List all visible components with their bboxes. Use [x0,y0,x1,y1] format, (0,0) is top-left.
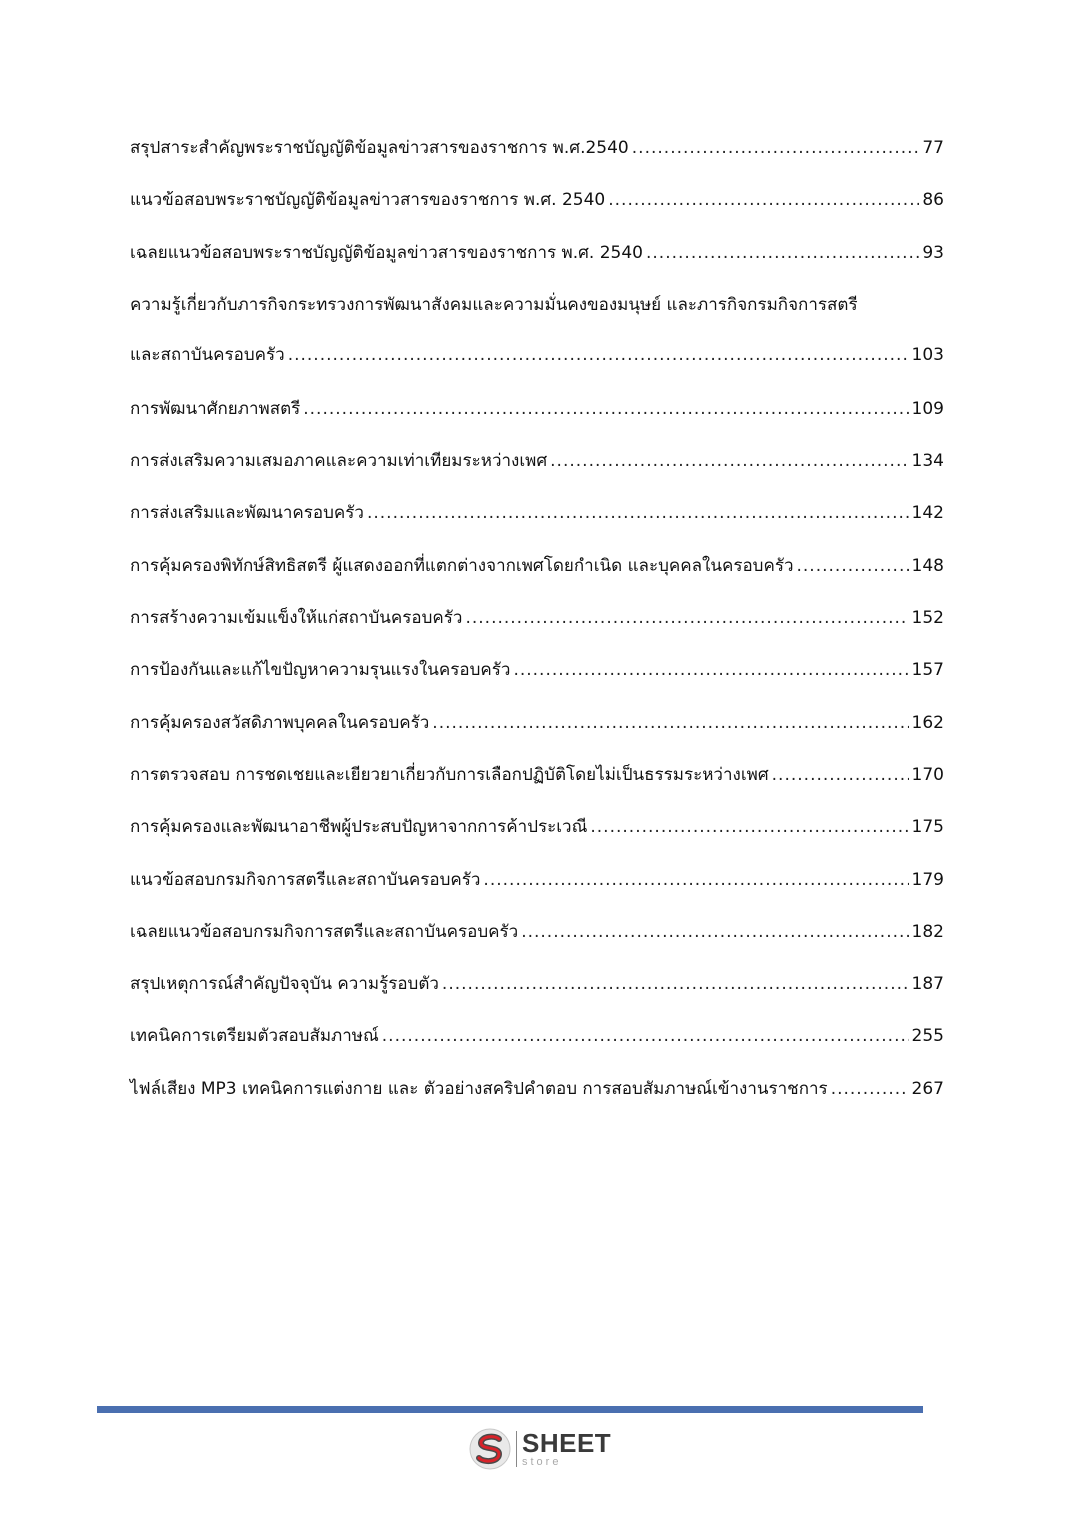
toc-entry[interactable] [130,185,944,237]
toc-entry[interactable] [130,708,944,760]
toc-dot-leader [303,394,908,424]
logo-subword: store [522,1456,562,1468]
toc-entry-page: 255 [911,1026,944,1047]
toc-entry-title: การคุ้มครองสวัสดิภาพบุคคลในครอบครัว [130,712,430,733]
toc-dot-leader [432,708,908,738]
toc-entry-page: 93 [922,242,944,263]
toc-entry-page: 267 [911,1078,944,1099]
toc-entry-title: สรุปเหตุการณ์สำคัญปัจจุบัน ความรู้รอบตัว [130,974,439,995]
toc-entry-page: 157 [911,660,944,681]
toc-entry[interactable] [130,1074,944,1126]
toc-entry-page: 182 [911,921,944,942]
toc-entry-title: การตรวจสอบ การชดเชยและเยียวยาเกี่ยวกับการเลือกปฏิบัติโดยไม่เป็นธรรมระหว่างเพศ [130,764,769,785]
toc-entry-page: 86 [922,190,944,211]
toc-dot-leader [382,1021,909,1051]
toc-entry[interactable] [130,133,944,185]
sheet-store-s-icon [468,1427,512,1471]
toc-entry[interactable] [130,1021,944,1073]
toc-entry-page: 170 [911,764,944,785]
toc-entry[interactable] [130,446,944,498]
toc-entry-title: ไฟล์เสียง MP3 เทคนิคการแต่งกาย และ ตัวอย่างสคริปคำตอบ การสอบสัมภาษณ์เข้างานราชการ [130,1078,828,1099]
toc-entry-page: 148 [911,555,944,576]
toc-dot-leader [521,917,908,947]
logo-text [522,1430,611,1468]
toc-entry-page: 142 [911,503,944,524]
toc-entry-title: การคุ้มครองพิทักษ์สิทธิสตรี ผู้แสดงออกที่แตกต่างจากเพศโดยกำเนิด และบุคคลในครอบครัว [130,555,794,576]
toc-entry[interactable] [130,238,944,290]
toc-entry-title: เทคนิคการเตรียมตัวสอบสัมภาษณ์ [130,1026,379,1047]
logo-divider [516,1431,517,1467]
table-of-contents [130,133,944,1126]
toc-entry[interactable] [130,812,944,864]
toc-dot-leader [646,238,919,268]
toc-entry[interactable] [130,865,944,917]
toc-entry-title: เฉลยแนวข้อสอบกรมกิจการสตรีและสถาบันครอบครัว [130,921,519,942]
toc-entry-title: การส่งเสริมความเสมอภาคและความเท่าเทียมระหว่างเพศ [130,451,548,472]
logo-word: SHEET [522,1428,612,1458]
toc-entry-page: 109 [911,398,944,419]
toc-dot-leader [465,603,908,633]
toc-entry[interactable] [130,290,944,394]
toc-entry-page: 152 [911,608,944,629]
toc-dot-leader [367,498,909,528]
toc-dot-leader [590,812,908,842]
toc-entry-page: 103 [911,344,944,365]
toc-entry[interactable] [130,603,944,655]
toc-entry[interactable] [130,394,944,446]
toc-dot-leader [831,1074,909,1104]
toc-entry[interactable] [130,969,944,1021]
toc-dot-leader [288,340,909,370]
toc-entry-page: 134 [911,451,944,472]
toc-entry-title: แนวข้อสอบกรมกิจการสตรีและสถาบันครอบครัว [130,869,481,890]
sheet-store-logo [468,1426,618,1472]
toc-dot-leader [632,133,920,163]
toc-entry-title: การสร้างความเข้มแข็งให้แก่สถาบันครอบครัว [130,608,463,629]
toc-entry-page: 162 [911,712,944,733]
toc-entry[interactable] [130,760,944,812]
toc-entry[interactable] [130,551,944,603]
toc-dot-leader [797,551,909,581]
toc-entry-title: แนวข้อสอบพระราชบัญญัติข้อมูลข่าวสารของราชการ พ.ศ. 2540 [130,190,606,211]
toc-entry-title-line-2: และสถาบันครอบครัว [130,344,285,365]
toc-entry-title-line-1: ความรู้เกี่ยวกับภารกิจกระทรวงการพัฒนาสังคมและความมั่นคงของมนุษย์ และภารกิจกรมกิจการสตรี [130,294,858,315]
toc-entry-title: การคุ้มครองและพัฒนาอาชีพผู้ประสบปัญหาจากการค้าประเวณี [130,817,588,838]
toc-entry-page: 175 [911,817,944,838]
toc-entry-title: การส่งเสริมและพัฒนาครอบครัว [130,503,364,524]
toc-entry[interactable] [130,655,944,707]
toc-dot-leader [442,969,909,999]
toc-dot-leader [483,865,908,895]
toc-entry-title: สรุปสาระสำคัญพระราชบัญญัติข้อมูลข่าวสารของราชการ พ.ศ.2540 [130,138,629,158]
toc-entry-title: การป้องกันและแก้ไขปัญหาความรุนแรงในครอบครัว [130,660,511,681]
toc-entry-title: การพัฒนาศักยภาพสตรี [130,398,301,419]
toc-entry-page: 77 [922,138,944,158]
toc-dot-leader [513,655,908,685]
toc-entry-page: 187 [911,974,944,995]
toc-dot-leader [608,185,919,215]
toc-entry-page: 179 [911,869,944,890]
toc-entry-title: เฉลยแนวข้อสอบพระราชบัญญัติข้อมูลข่าวสารของราชการ พ.ศ. 2540 [130,242,643,263]
toc-dot-leader [550,446,908,476]
toc-entry[interactable] [130,917,944,969]
toc-dot-leader [772,760,909,790]
toc-entry[interactable] [130,498,944,550]
footer-rule [97,1406,923,1413]
